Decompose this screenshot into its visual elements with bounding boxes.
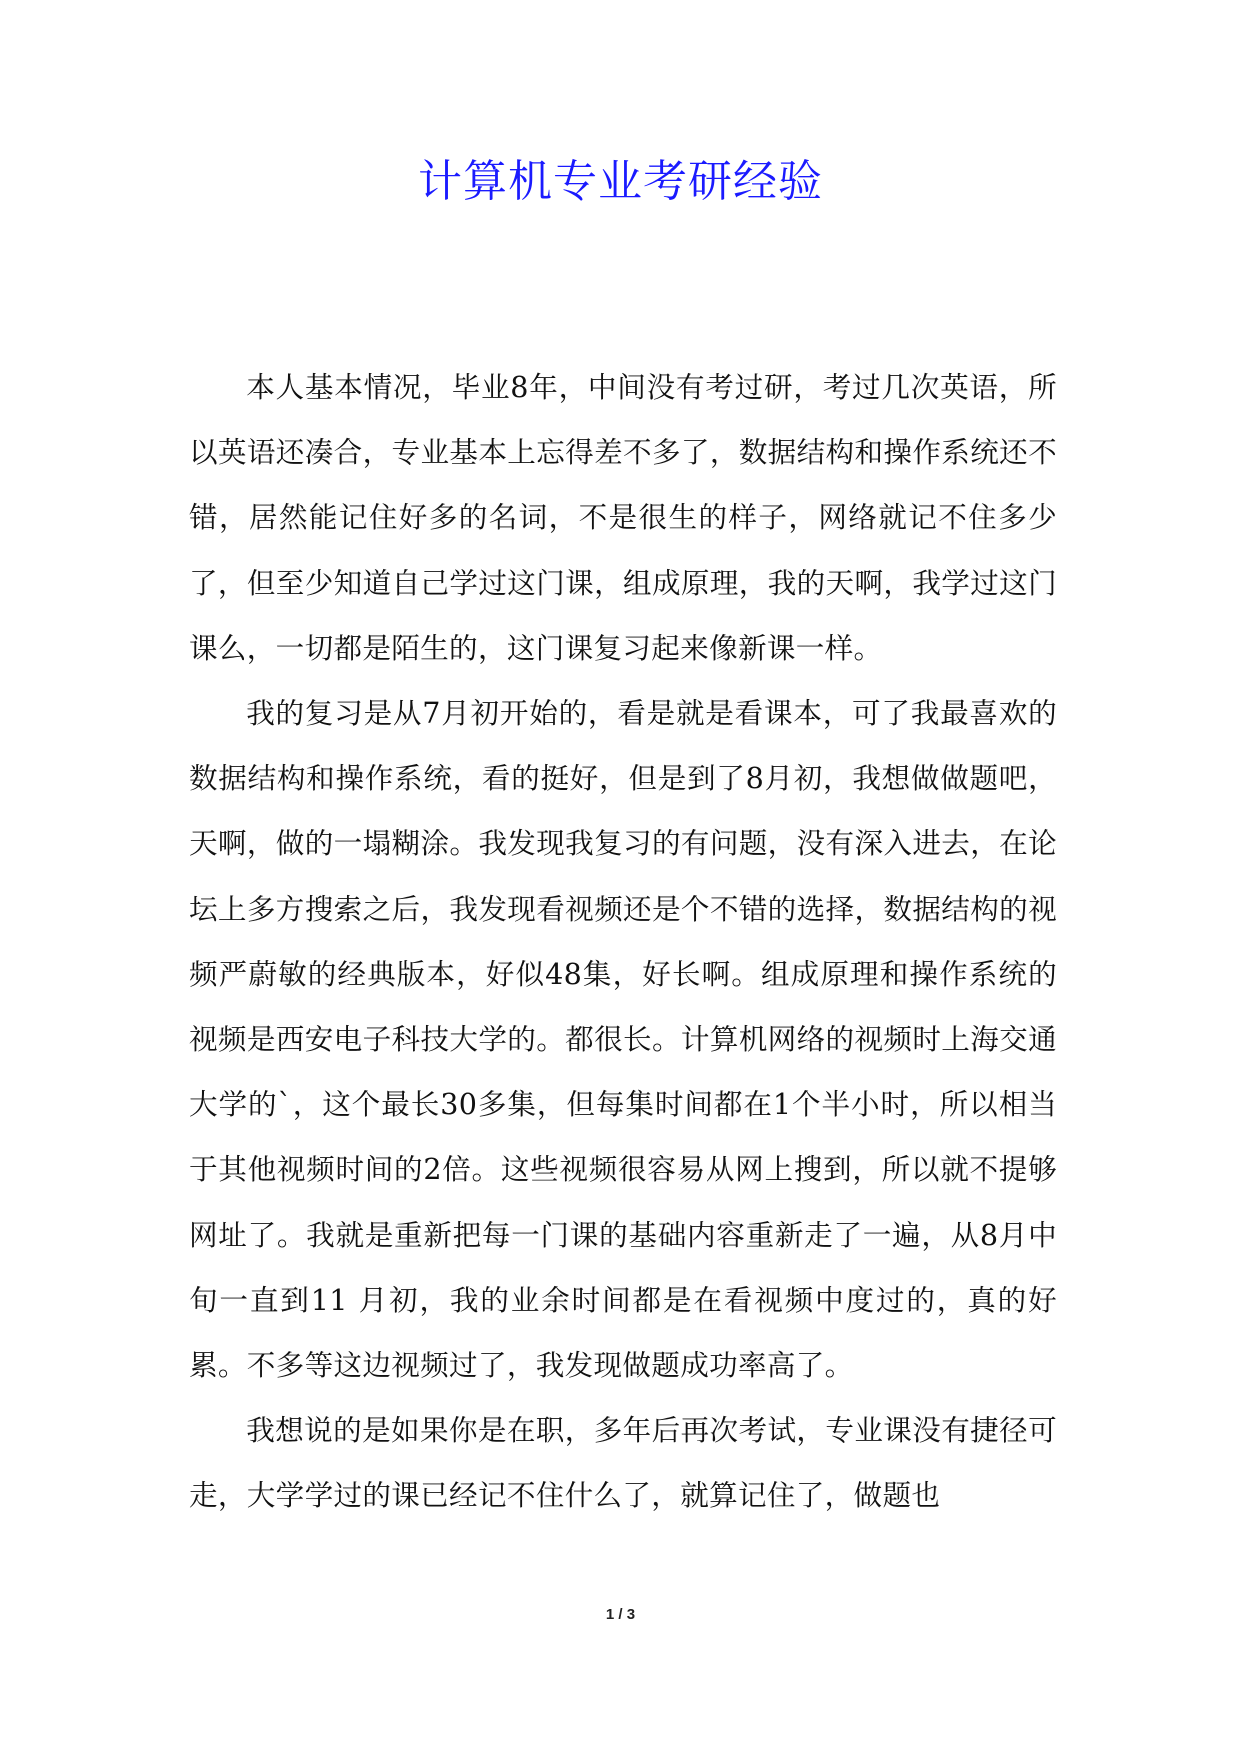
paragraph-2: 我的复习是从7月初开始的，看是就是看课本，可了我最喜欢的数据结构和操作系统，看的挺好，但是到了8月初，我想做做题吧，天啊，做的一塌糊涂。我发现我复习的有问题，没有深入进去，在论坛上多方搜索之后，我发现看视频还是个不错的选择，数据结构的视频严蔚敏的经典版本，好似48集，好长啊。组成原理和操作系统的视频是西安电子科技大学的。都很长。计算机网络的视频时上海交通大学的`，这个最长30多集，但每集时间都在1个半小时，所以相当于其他视频时间的2倍。这些视频很容易从网上搜到，所以就不提够网址了。我就是重新把每一门课的基础内容重新走了一遍，从8月中旬一直到11 月初，我的业余时间都是在看视频中度过的，真的好累。不多等这边视频过了，我发现做题成功率高了。 [189, 696, 1057, 1383]
paragraph-1: 本人基本情况，毕业8年，中间没有考过研，考过几次英语，所以英语还凑合，专业基本上忘得差不多了，数据结构和操作系统还不错，居然能记住好多的名词，不是很生的样子，网络就记不住多少了，但至少知道自己学过这门课，组成原理，我的天啊，我学过这门课么，一切都是陌生的，这门课复习起来像新课一样。 [189, 370, 1057, 665]
document-title: 计算机专业考研经验 [418, 156, 823, 207]
document-body [189, 355, 1057, 1529]
paragraph-3: 我想说的是如果你是在职，多年后再次考试，专业课没有捷径可走，大学学过的课已经记不住什么了，就算记住了，做题也 [189, 1413, 1057, 1513]
page-number: 1 / 3 [605, 1606, 636, 1623]
